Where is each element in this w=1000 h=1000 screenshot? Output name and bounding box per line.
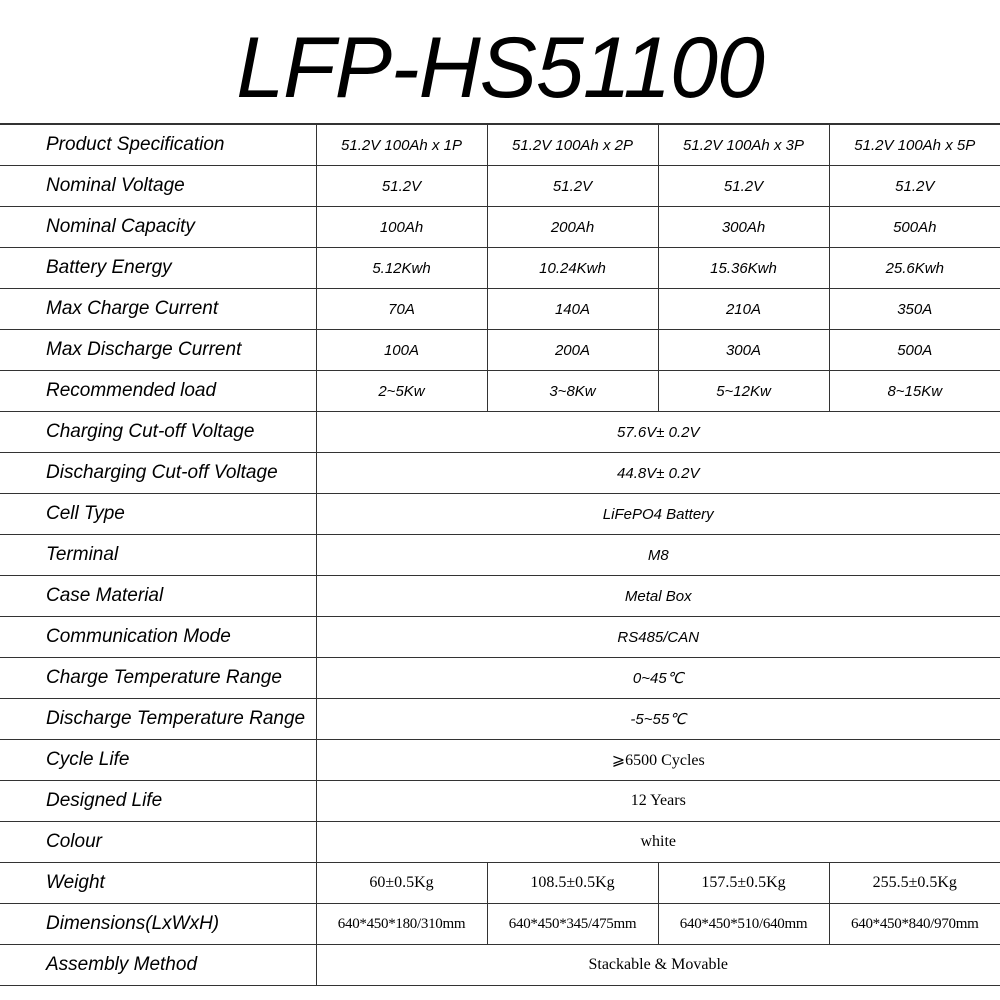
table-row xyxy=(0,740,1000,781)
table-cell: 255.5±0.5Kg xyxy=(829,863,1000,904)
table-cell: 10.24Kwh xyxy=(487,248,658,289)
table-cell: 5~12Kw xyxy=(658,371,829,412)
table-row xyxy=(0,248,1000,289)
table-cell: LiFePO4 Battery xyxy=(316,494,1000,535)
table-cell: 140A xyxy=(487,289,658,330)
spec-table xyxy=(0,123,1000,986)
table-row xyxy=(0,494,1000,535)
table-cell: 70A xyxy=(316,289,487,330)
table-cell: 640*450*510/640mm xyxy=(658,904,829,945)
table-cell: 300A xyxy=(658,330,829,371)
table-cell: 100A xyxy=(316,330,487,371)
table-cell: 60±0.5Kg xyxy=(316,863,487,904)
table-cell: 44.8V± 0.2V xyxy=(316,453,1000,494)
table-cell: 51.2V xyxy=(829,166,1000,207)
table-cell: 108.5±0.5Kg xyxy=(487,863,658,904)
table-cell: 15.36Kwh xyxy=(658,248,829,289)
table-cell: 210A xyxy=(658,289,829,330)
row-label: Weight xyxy=(0,863,316,904)
row-label: Charging Cut-off Voltage xyxy=(0,412,316,453)
table-row xyxy=(0,904,1000,945)
row-label: Colour xyxy=(0,822,316,863)
table-cell: 51.2V 100Ah x 1P xyxy=(316,124,487,166)
table-cell: RS485/CAN xyxy=(316,617,1000,658)
row-label: Case Material xyxy=(0,576,316,617)
table-cell: Metal Box xyxy=(316,576,1000,617)
table-cell: 51.2V xyxy=(487,166,658,207)
row-label: Product Specification xyxy=(0,124,316,166)
table-cell: 51.2V xyxy=(316,166,487,207)
table-cell: 57.6V± 0.2V xyxy=(316,412,1000,453)
row-label: Max Charge Current xyxy=(0,289,316,330)
table-row xyxy=(0,166,1000,207)
row-label: Discharging Cut-off Voltage xyxy=(0,453,316,494)
table-cell: 300Ah xyxy=(658,207,829,248)
row-label: Nominal Capacity xyxy=(0,207,316,248)
table-cell: 5.12Kwh xyxy=(316,248,487,289)
table-cell: 350A xyxy=(829,289,1000,330)
table-row xyxy=(0,863,1000,904)
table-cell: M8 xyxy=(316,535,1000,576)
table-cell: 2~5Kw xyxy=(316,371,487,412)
table-cell: Stackable & Movable xyxy=(316,945,1000,986)
table-cell: 640*450*180/310mm xyxy=(316,904,487,945)
row-label: Cycle Life xyxy=(0,740,316,781)
table-cell: 640*450*840/970mm xyxy=(829,904,1000,945)
row-label: Nominal Voltage xyxy=(0,166,316,207)
table-row xyxy=(0,617,1000,658)
row-label: Charge Temperature Range xyxy=(0,658,316,699)
table-cell: 640*450*345/475mm xyxy=(487,904,658,945)
table-row xyxy=(0,124,1000,166)
row-label: Discharge Temperature Range xyxy=(0,699,316,740)
row-label: Recommended load xyxy=(0,371,316,412)
table-cell: 12 Years xyxy=(316,781,1000,822)
table-row xyxy=(0,945,1000,986)
table-cell: 51.2V 100Ah x 2P xyxy=(487,124,658,166)
row-label: Assembly Method xyxy=(0,945,316,986)
table-row xyxy=(0,289,1000,330)
row-label: Max Discharge Current xyxy=(0,330,316,371)
row-label: Cell Type xyxy=(0,494,316,535)
table-row xyxy=(0,658,1000,699)
table-cell: 157.5±0.5Kg xyxy=(658,863,829,904)
table-row xyxy=(0,330,1000,371)
page-title: LFP-HS51100 xyxy=(236,20,764,116)
table-cell: ⩾6500 Cycles xyxy=(316,740,1000,781)
table-cell: 500A xyxy=(829,330,1000,371)
table-cell: -5~55℃ xyxy=(316,699,1000,740)
row-label: Dimensions(LxWxH) xyxy=(0,904,316,945)
table-cell: 0~45℃ xyxy=(316,658,1000,699)
table-cell: 200A xyxy=(487,330,658,371)
table-row xyxy=(0,699,1000,740)
table-row xyxy=(0,822,1000,863)
table-row xyxy=(0,412,1000,453)
table-row xyxy=(0,781,1000,822)
row-label: Communication Mode xyxy=(0,617,316,658)
table-cell: 100Ah xyxy=(316,207,487,248)
table-cell: 8~15Kw xyxy=(829,371,1000,412)
table-cell: white xyxy=(316,822,1000,863)
table-row xyxy=(0,453,1000,494)
table-row xyxy=(0,576,1000,617)
table-cell: 51.2V xyxy=(658,166,829,207)
table-row xyxy=(0,207,1000,248)
table-cell: 25.6Kwh xyxy=(829,248,1000,289)
row-label: Terminal xyxy=(0,535,316,576)
table-row xyxy=(0,535,1000,576)
table-cell: 51.2V 100Ah x 5P xyxy=(829,124,1000,166)
table-cell: 500Ah xyxy=(829,207,1000,248)
table-cell: 200Ah xyxy=(487,207,658,248)
table-cell: 3~8Kw xyxy=(487,371,658,412)
row-label: Designed Life xyxy=(0,781,316,822)
row-label: Battery Energy xyxy=(0,248,316,289)
table-row xyxy=(0,371,1000,412)
table-cell: 51.2V 100Ah x 3P xyxy=(658,124,829,166)
